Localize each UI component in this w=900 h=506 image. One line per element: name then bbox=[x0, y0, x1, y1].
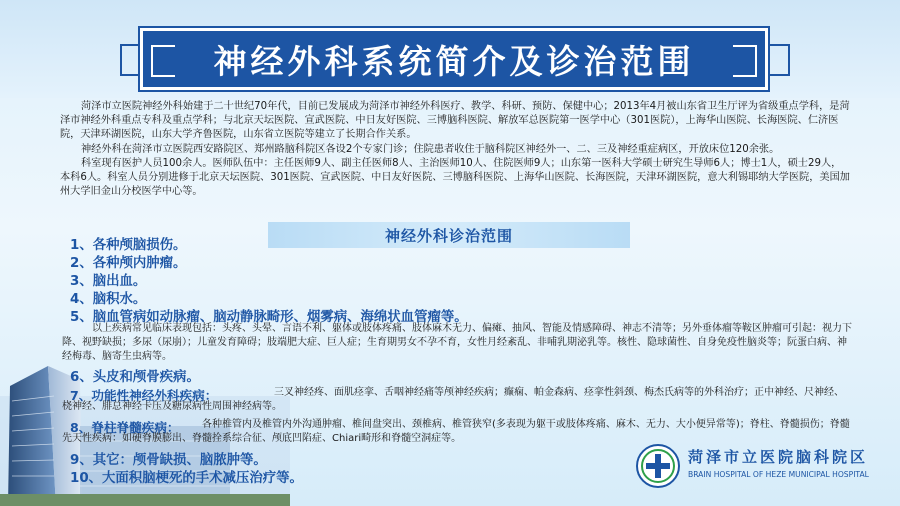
page-title: 神经外科系统简介及诊治范围 bbox=[213, 41, 695, 81]
intro-paragraph: 神经外科在菏泽市立医院西安路院区、郑州路脑科院区各设2个专家门诊；住院患者收住于脑科院区神经外一、二、三及神经重症病区，开放床位120余张。 bbox=[81, 143, 780, 155]
scope-item-8: 8、脊柱脊髓疾病： bbox=[70, 420, 180, 435]
scope-item-7-detail: 三叉神经疼、面肌痉挛、舌咽神经痛等颅神经疾病；癫痫、帕金森病、痉挛性斜颈、梅杰氏病等的外科治疗；正中神经、尺神经、桡神经、腓总神经卡压及糖尿病性周围神经病等。 bbox=[62, 387, 844, 412]
scope-item-5-detail: 以上疾病常见临床表现包括：头疼、头晕、言语不利、躯体或肢体疼痛、肢体麻木无力、偏瘫、抽风、智能及情感障碍、神志不清等；另外垂体瘤等鞍区肿瘤可引起：视力下降、视野缺损；多尿（尿崩）；儿童发育障碍；肢端肥大症、巨人症；生育期男女不孕不育，女性月经紊乱、非哺乳期泌乳等。核性、隐球菌性、自身免疫性脑炎等；阮蛋白病、神经梅毒、脑寄生虫病等。 bbox=[62, 323, 852, 362]
scope-item-3: 3、脑出血。 bbox=[70, 274, 147, 289]
scope-item-4: 4、脑积水。 bbox=[70, 292, 147, 307]
scope-item-1: 1、各种颅脑损伤。 bbox=[70, 238, 187, 253]
scope-item-5: 5、脑血管病如动脉瘤、脑动静脉畸形、烟雾病、海绵状血管瘤等。 bbox=[70, 310, 468, 325]
hospital-name-en: BRAIN HOSPITAL OF HEZE MUNICIPAL HOSPITAL bbox=[688, 470, 869, 479]
hospital-logo-icon bbox=[636, 444, 680, 488]
scope-item-9: 9、其它：颅骨缺损、脑脓肿等。 bbox=[70, 453, 267, 468]
scope-item-6: 6、头皮和颅骨疾病。 bbox=[70, 370, 200, 385]
scope-item-2: 2、各种颅内肿瘤。 bbox=[70, 256, 187, 271]
intro-paragraph: 科室现有医护人员100余人。医师队伍中：主任医师9人、副主任医师8人、主治医师10人、住院医师9人；山东第一医科大学硕士研究生导师6人；博士1人，硕士29人，本科6人。科室人员分别进修于北京天坛医院、301医院、宣武医院、中日友好医院、三博脑科医院、上海华山医院、长海医院，天津环湖医院，意大利锡耶纳大学医院，美国加州大学旧金山分校医学中心等。 bbox=[60, 157, 850, 198]
intro-paragraph: 菏泽市立医院神经外科始建于二十世纪70年代，目前已发展成为菏泽市神经外科医疗、教学、科研、预防、保健中心；2013年4月被山东省卫生厅评为省级重点学科，是菏泽市神经外科重点专科及重点学科；与北京天坛医院、宣武医院、中日友好医院、三博脑科医院、解放军总医院第一医学中心（301医院），上海华山医院、长海医院、仁济医院，天津环湖医院，山东大学齐鲁医院，山东省立医院等建立了长期合作关系。 bbox=[60, 101, 850, 141]
scope-item-10: 10、大面积脑梗死的手术减压治疗等。 bbox=[70, 471, 303, 486]
scope-item-7: 7、功能性神经外科疾病： bbox=[70, 388, 218, 403]
scope-header: 神经外科诊治范围 bbox=[268, 222, 630, 248]
hospital-name: 菏泽市立医院脑科院区 bbox=[688, 448, 869, 466]
scope-item-8-detail: 各种椎管内及椎管内外沟通肿瘤、椎间盘突出、颈椎病、椎管狭窄(多表现为躯干或肢体疼痛、麻木、无力、大小便异常等)；脊柱、脊髓损伤；脊髓先天性疾病：如硬脊膜膨出、脊髓拴系综合征、颅底凹陷症、Chiari畸形和脊髓空洞症等。 bbox=[62, 419, 850, 444]
